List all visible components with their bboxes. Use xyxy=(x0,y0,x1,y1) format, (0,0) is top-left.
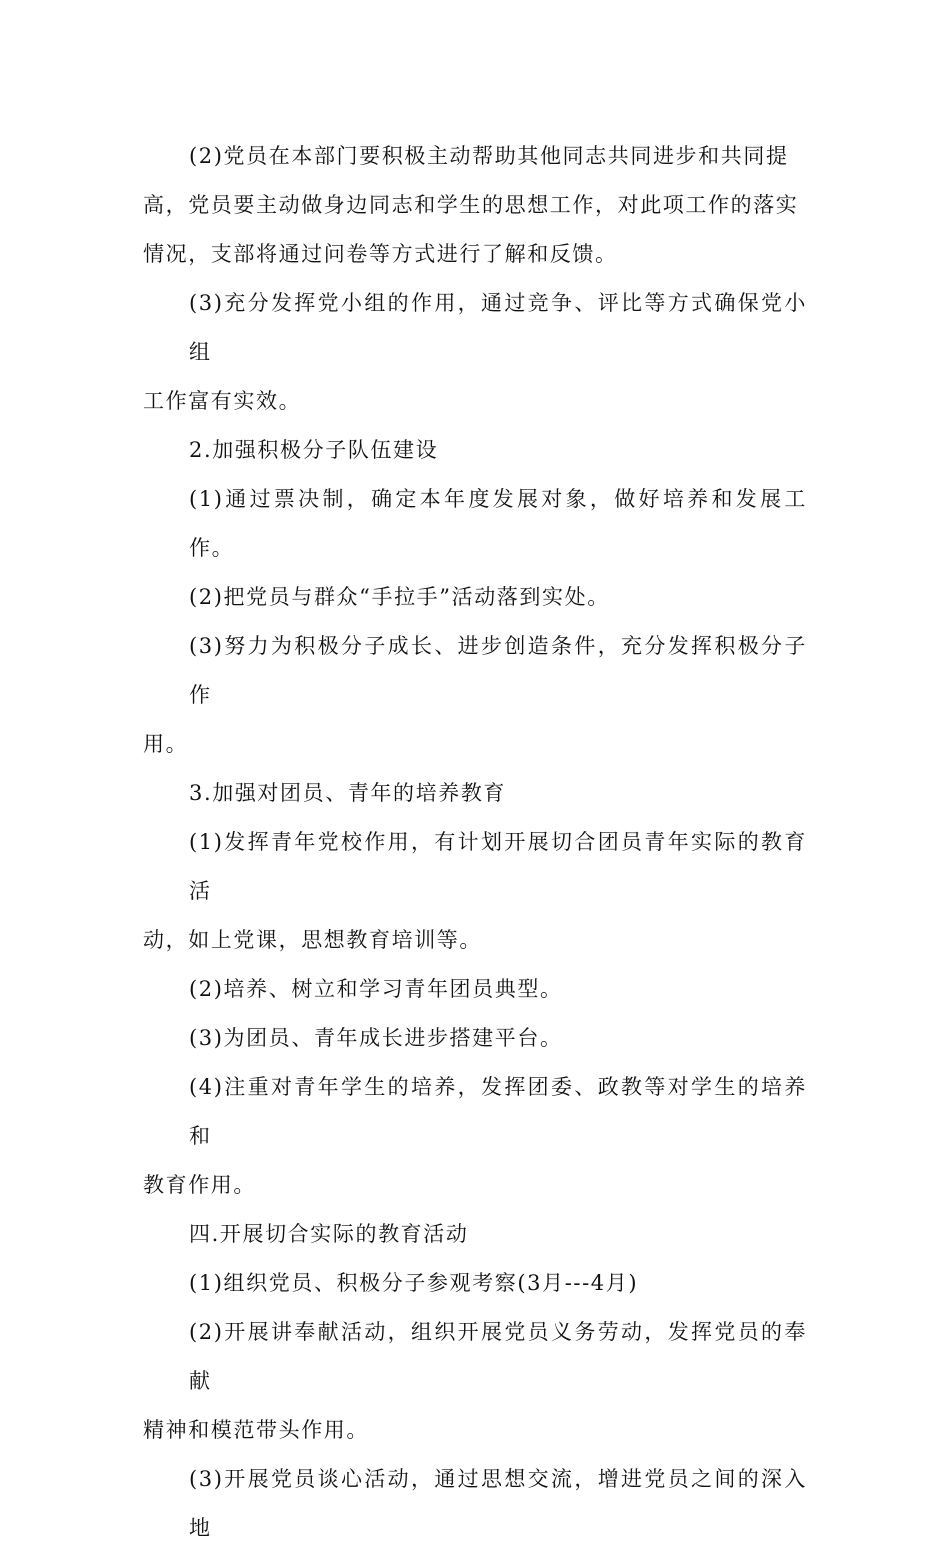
document-body xyxy=(143,132,807,1553)
paragraph xyxy=(143,622,807,769)
paragraph xyxy=(143,1063,807,1210)
paragraph xyxy=(143,818,807,965)
text-line: (2)开展讲奉献活动，组织开展党员义务劳动，发挥党员的奉献 xyxy=(189,1320,807,1393)
text-line: 四.开展切合实际的教育活动 xyxy=(189,1222,469,1246)
paragraph xyxy=(143,1014,807,1063)
text-line: 情况，支部将通过问卷等方式进行了解和反馈。 xyxy=(143,242,618,266)
text-line: 精神和模范带头作用。 xyxy=(143,1418,369,1442)
text-line: (1)发挥青年党校作用，有计划开展切合团员青年实际的教育活 xyxy=(189,830,807,903)
text-line: (4)注重对青年学生的培养，发挥团委、政教等对学生的培养和 xyxy=(189,1075,807,1148)
paragraph xyxy=(143,475,807,573)
section-heading xyxy=(143,769,807,818)
paragraph xyxy=(143,1308,807,1455)
section-heading xyxy=(143,426,807,475)
text-line: (3)开展党员谈心活动，通过思想交流，增进党员之间的深入地 xyxy=(189,1467,807,1540)
paragraph xyxy=(143,1259,807,1308)
text-line: 用。 xyxy=(143,732,189,756)
text-line: 2.加强积极分子队伍建设 xyxy=(189,438,439,462)
text-line: (2)培养、树立和学习青年团员典型。 xyxy=(189,977,563,1001)
paragraph xyxy=(143,279,807,426)
paragraph xyxy=(143,573,807,622)
text-line: (1)通过票决制，确定本年度发展对象，做好培养和发展工作。 xyxy=(189,487,807,560)
text-line: (3)努力为积极分子成长、进步创造条件，充分发挥积极分子作 xyxy=(189,634,807,707)
text-line: (3)充分发挥党小组的作用，通过竞争、评比等方式确保党小组 xyxy=(189,291,807,364)
text-line: 教育作用。 xyxy=(143,1173,256,1197)
text-line: 高，党员要主动做身边同志和学生的思想工作，对此项工作的落实 xyxy=(143,193,799,217)
paragraph xyxy=(143,1455,807,1553)
text-line: 工作富有实效。 xyxy=(143,389,302,413)
text-line: (2)把党员与群众“手拉手”活动落到实处。 xyxy=(189,585,610,609)
section-heading xyxy=(143,1210,807,1259)
text-line: (2)党员在本部门要积极主动帮助其他同志共同进步和共同提 xyxy=(189,144,789,168)
text-line: (3)为团员、青年成长进步搭建平台。 xyxy=(189,1026,563,1050)
paragraph xyxy=(143,965,807,1014)
text-line: (1)组织党员、积极分子参观考察(3月---4月) xyxy=(189,1271,639,1295)
text-line: 动，如上党课，思想教育培训等。 xyxy=(143,928,482,952)
text-line: 3.加强对团员、青年的培养教育 xyxy=(189,781,507,805)
paragraph xyxy=(143,132,807,279)
